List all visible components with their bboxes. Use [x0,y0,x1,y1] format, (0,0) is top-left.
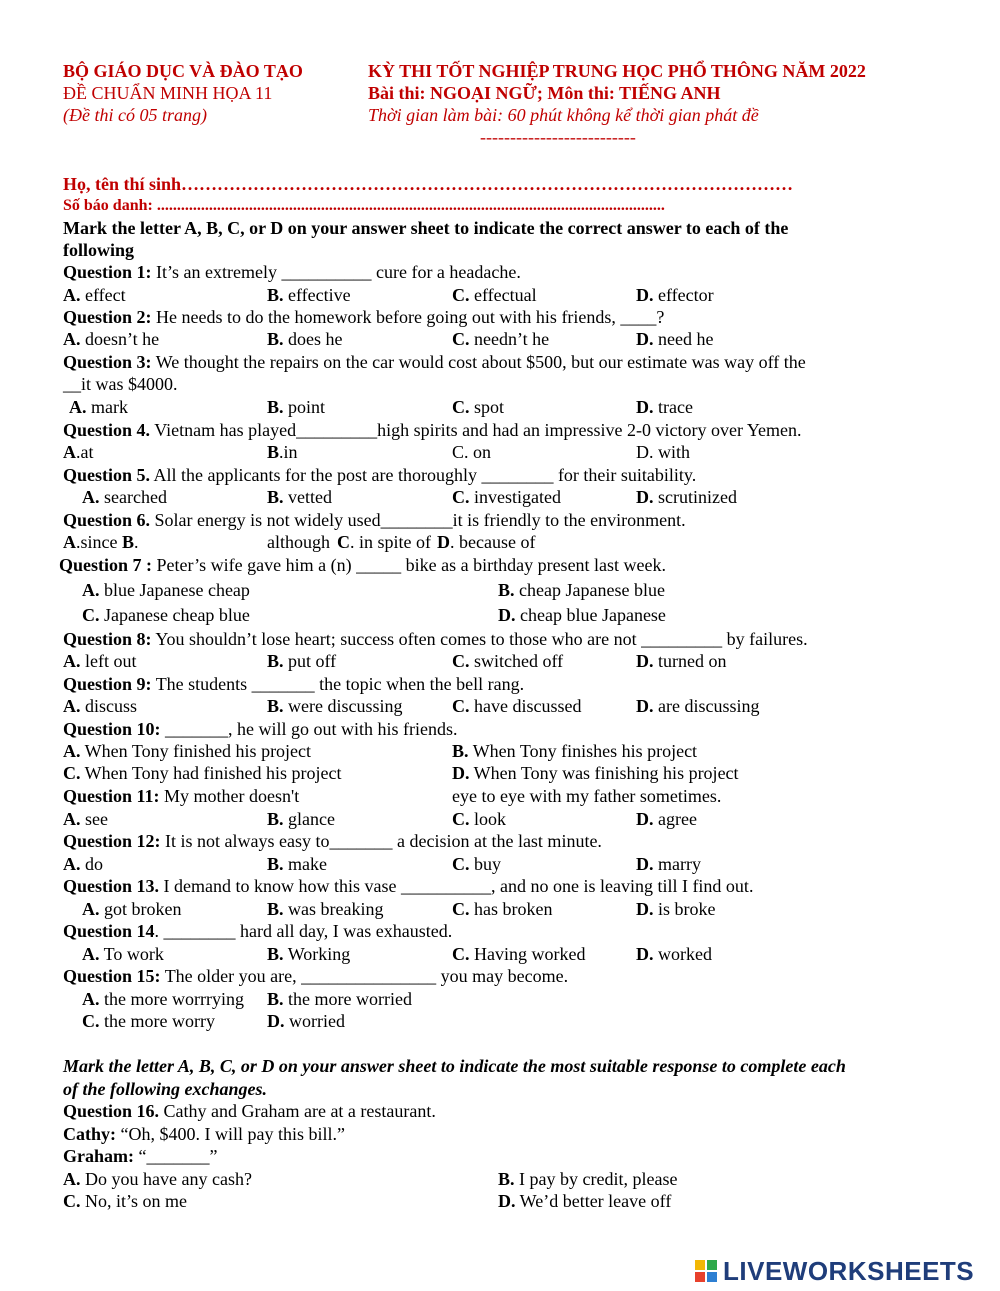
time-note: Thời gian làm bài: 60 phút không kể thời gian phát đề [368,105,759,125]
q6-option-b-text[interactable]: although [267,532,330,552]
q6-option-a[interactable]: A.since [63,532,118,552]
q11-option-b[interactable]: B. glance [267,809,335,829]
q13-option-a[interactable]: A. got broken [82,899,182,919]
question-1: Question 1: It’s an extremely __________ cure for a headache. [63,262,521,282]
header-divider: -------------------------- [480,127,636,147]
section1-instruction: Mark the letter A, B, C, or D on your answer sheet to indicate the correct answer to each of the [63,218,789,238]
q5-option-d[interactable]: D. scrutinized [636,487,737,507]
q6-option-c[interactable]: C. in spite of [337,532,431,552]
candidate-name-line[interactable]: Họ, tên thí sinh………………………………………………………………………………………… [63,174,794,194]
q11-option-c[interactable]: C. look [452,809,507,829]
q14-option-b[interactable]: B. Working [267,944,351,964]
q2-option-a[interactable]: A. doesn’t he [63,329,160,349]
q14-option-c[interactable]: C. Having worked [452,944,586,964]
q10-option-c[interactable]: C. When Tony had finished his project [63,763,342,783]
q8-option-c[interactable]: C. switched off [452,651,564,671]
q9-option-a[interactable]: A. discuss [63,696,138,716]
q6-option-d[interactable]: D. because of [437,532,536,552]
section2-instruction: Mark the letter A, B, C, or D on your answer sheet to indicate the most suitable response to complete each [63,1056,846,1076]
q16-option-d[interactable]: D. We’d better leave off [498,1191,672,1211]
question-5: Question 5. All the applicants for the post are thoroughly ________ for their suitability. [63,465,697,485]
q15-option-b[interactable]: B. the more worried [267,989,412,1009]
q15-option-d[interactable]: D. worried [267,1011,345,1031]
question-3-cont: __it was $4000. [63,374,178,394]
q15-option-c[interactable]: C. the more worry [82,1011,215,1031]
q11-option-a[interactable]: A. see [63,809,108,829]
q13-option-b[interactable]: B. was breaking [267,899,384,919]
ministry-title: BỘ GIÁO DỤC VÀ ĐÀO TẠO [63,61,303,81]
q10-option-b[interactable]: B. When Tony finishes his project [452,741,698,761]
q9-option-c[interactable]: C. have discussed [452,696,582,716]
q1-option-a[interactable]: A. effect [63,285,126,305]
q12-option-b[interactable]: B. make [267,854,327,874]
q8-option-d[interactable]: D. turned on [636,651,727,671]
q13-option-d[interactable]: D. is broke [636,899,716,919]
q7-option-a[interactable]: A. blue Japanese cheap [82,580,250,600]
q7-option-d[interactable]: D. cheap blue Japanese [498,605,666,625]
q1-option-c[interactable]: C. effectual [452,285,537,305]
liveworksheets-logo-icon [695,1260,717,1282]
liveworksheets-logo-text: LIVEWORKSHEETS [723,1255,975,1286]
q12-option-c[interactable]: C. buy [452,854,501,874]
candidate-id-line[interactable]: Số báo danh: ............................................................................................................................... [63,197,665,214]
question-11: Question 11: My mother doesn't [63,786,300,806]
q7-option-b[interactable]: B. cheap Japanese blue [498,580,665,600]
question-14: Question 14. ________ hard all day, I was exhausted. [63,921,453,941]
question-4: Question 4. Vietnam has played_________high spirits and had an impressive 2-0 victory over Yemen. [63,420,802,440]
question-6: Question 6. Solar energy is not widely used________it is friendly to the environment. [63,510,686,530]
liveworksheets-logo[interactable] [695,1256,974,1286]
header-left [63,60,303,126]
q16-option-b[interactable]: B. I pay by credit, please [498,1169,678,1189]
q4-option-c[interactable]: C. on [452,442,492,462]
subject-line: Bài thi: NGOẠI NGỮ; Môn thi: TIẾNG ANH [368,83,721,103]
exam-code: ĐỀ CHUẨN MINH HỌA 11 [63,83,273,103]
q4-option-b[interactable]: B.in [267,442,298,462]
q13-option-c[interactable]: C. has broken [452,899,553,919]
section1-instruction-cont: following [63,240,135,260]
q3-option-b[interactable]: B. point [267,397,326,417]
q5-option-b[interactable]: B. vetted [267,487,332,507]
q10-option-a[interactable]: A. When Tony finished his project [63,741,312,761]
q1-option-d[interactable]: D. effector [636,285,714,305]
q14-option-d[interactable]: D. worked [636,944,712,964]
q12-option-a[interactable]: A. do [63,854,103,874]
q2-option-d[interactable]: D. need he [636,329,714,349]
q3-option-a[interactable]: A. mark [69,397,128,417]
q5-option-c[interactable]: C. investigated [452,487,561,507]
q16-option-c[interactable]: C. No, it’s on me [63,1191,187,1211]
q8-option-b[interactable]: B. put off [267,651,337,671]
q9-option-b[interactable]: B. were discussing [267,696,403,716]
q8-option-a[interactable]: A. left out [63,651,137,671]
q5-option-a[interactable]: A. searched [82,487,167,507]
q3-option-d[interactable]: D. trace [636,397,693,417]
section2-instruction-cont: of the following exchanges. [63,1079,268,1099]
q4-option-a[interactable]: A.at [63,442,94,462]
q15-option-a[interactable]: A. the more worrrying [82,989,244,1009]
q11-option-d[interactable]: D. agree [636,809,697,829]
q4-option-d[interactable]: D. with [636,442,691,462]
q16-graham-line: Graham: “_______” [63,1146,218,1166]
q6-option-b[interactable]: B. [122,532,139,552]
q16-option-a[interactable]: A. Do you have any cash? [63,1169,252,1189]
question-3: Question 3: We thought the repairs on the car would cost about $500, but our estimate was way off the [63,352,806,372]
q14-option-a[interactable]: A. To work [82,944,164,964]
question-12: Question 12: It is not always easy to_______ a decision at the last minute. [63,831,602,851]
question-9: Question 9: The students _______ the topic when the bell rang. [63,674,525,694]
question-2: Question 2: He needs to do the homework before going out with his friends, ____? [63,307,665,327]
question-13: Question 13. I demand to know how this vase __________, and no one is leaving till I find out. [63,876,754,896]
question-7: Question 7 : Peter’s wife gave him a (n) _____ bike as a birthday present last week. [59,555,667,575]
q7-option-c[interactable]: C. Japanese cheap blue [82,605,250,625]
q16-cathy-line: Cathy: “Oh, $400. I will pay this bill.” [63,1124,345,1144]
q2-option-b[interactable]: B. does he [267,329,343,349]
exam-title: KỲ THI TỐT NGHIỆP TRUNG HỌC PHỔ THÔNG NĂM 2022 [368,61,866,81]
question-16: Question 16. Cathy and Graham are at a restaurant. [63,1101,436,1121]
q2-option-c[interactable]: C. needn’t he [452,329,550,349]
question-15: Question 15: The older you are, _______________ you may become. [63,966,569,986]
q12-option-d[interactable]: D. marry [636,854,701,874]
q9-option-d[interactable]: D. are discussing [636,696,760,716]
question-8: Question 8: You shouldn’t lose heart; success often comes to those who are not _________ by failures. [63,629,808,649]
q1-option-b[interactable]: B. effective [267,285,351,305]
page-count-note: (Đề thi có 05 trang) [63,105,207,125]
q10-option-d[interactable]: D. When Tony was finishing his project [452,763,739,783]
question-10: Question 10: _______, he will go out with his friends. [63,719,458,739]
header-right [368,60,866,148]
question-11-cont: eye to eye with my father sometimes. [452,786,722,806]
q3-option-c[interactable]: C. spot [452,397,505,417]
